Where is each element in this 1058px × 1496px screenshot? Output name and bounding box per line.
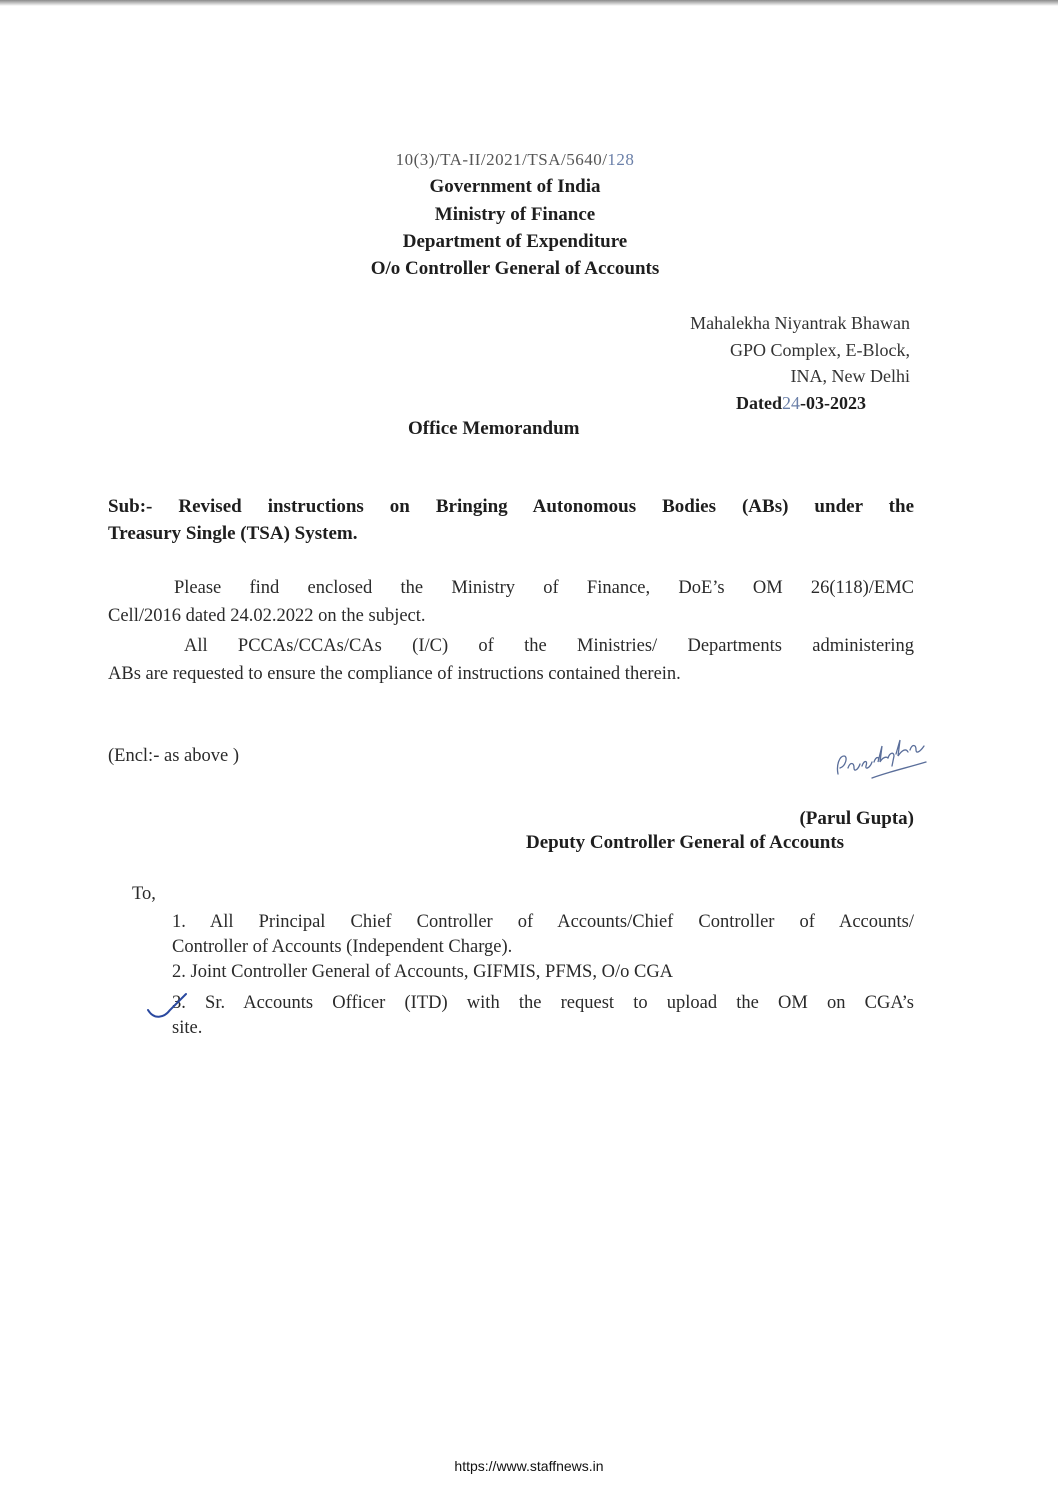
recipient-1-line-1: 1. All Principal Chief Controller of Accounts/Chief Controller of Accounts/ [172,912,914,932]
signature-scribble-text: Parulgupta [832,726,837,727]
footer-url[interactable]: https://www.staffnews.in [454,1458,604,1474]
header-government: Government of India [429,176,601,197]
subject-line-1: Sub:- Revised instructions on Bringing Autonomous Bodies (ABs) under the [108,496,914,517]
date-month-year: -03-2023 [800,393,866,413]
body-p2-line-1: All PCCAs/CCAs/CAs (I/C) of the Ministries/ Departments administering [184,636,914,656]
reference-number [330,150,700,170]
recipient-3-line-1: 3. Sr. Accounts Officer (ITD) with the request to upload the OM on CGA’s [172,993,914,1013]
recipient-3-line-2: site. [172,1018,203,1038]
header-office: O/o Controller General of Accounts [370,258,660,279]
address-line-2: GPO Complex, E-Block, [730,340,910,360]
body-p1-line-1: Please find enclosed the Ministry of Finance, DoE’s OM 26(118)/EMC [174,578,914,598]
subject-line-2: Treasury Single (TSA) System. [108,523,358,544]
recipient-2: 2. Joint Controller General of Accounts, GIFMIS, PFMS, O/o CGA [172,962,674,982]
header-ministry: Ministry of Finance [434,204,596,225]
date-label: Dated [736,393,782,413]
date-day-handwritten: 24 [782,393,800,413]
reference-handwritten: 128 [607,150,635,169]
signatory-name: (Parul Gupta) [799,808,914,829]
reference-text: 10(3)/TA-II/2021/TSA/5640/ [395,150,608,169]
page-title: Office Memorandum [408,418,580,439]
enclosure-note: (Encl:- as above ) [108,746,239,766]
header-department: Department of Expenditure [402,231,628,252]
to-label: To, [132,884,156,904]
body-p1-line-2: Cell/2016 dated 24.02.2022 on the subject. [108,606,426,626]
recipient-1-line-2: Controller of Accounts (Independent Charge). [172,937,513,957]
signatory-designation: Deputy Controller General of Accounts [526,832,845,853]
address-line-1: Mahalekha Niyantrak Bhawan [690,313,910,333]
signature-image [832,726,932,782]
scan-top-edge [0,0,1058,6]
address-line-3: INA, New Delhi [790,366,910,386]
date-line [736,393,866,414]
pen-tick-mark [146,990,190,1022]
body-p2-line-2: ABs are requested to ensure the compliance of instructions contained therein. [108,664,681,684]
